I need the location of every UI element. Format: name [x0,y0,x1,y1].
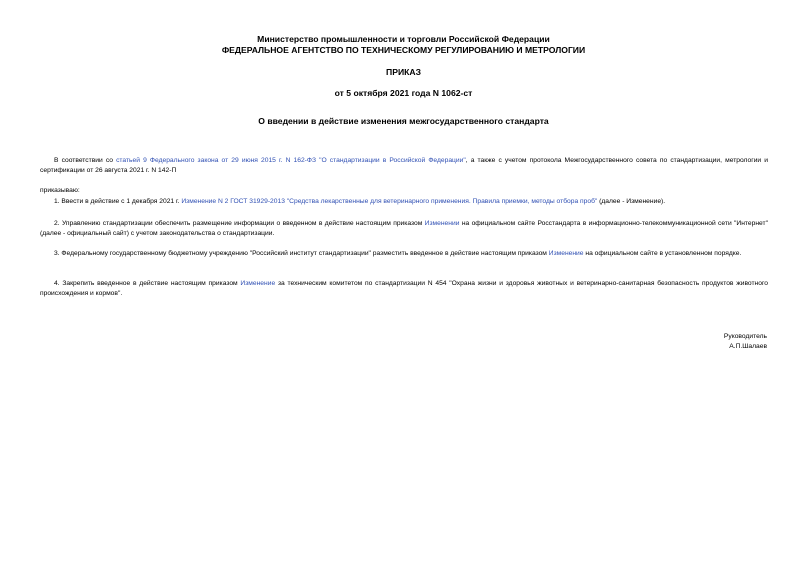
item-3-text: 3. Федеральному государственному бюджетному учреждению "Российский институт стандартизации" разместить введенное в действие настоящим приказом [54,250,549,257]
item-1-text: 1. Ввести в действие с 1 декабря 2021 г. [54,198,182,205]
item-2-text: 2. Управлению стандартизации обеспечить размещение информации о введенном в действие настоящим приказом [54,220,425,227]
standard-change-link[interactable]: Изменение N 2 ГОСТ 31929-2013 "Средства лекарственные для ветеринарного применения. Правила приемки, методы отбора проб" [181,198,598,205]
item-3-text-cont: на официальном сайте в установленном порядке. [583,250,742,257]
item-2-text-cont: на официальном сайте Росстандарта в информационно-телекоммуникационной сети "Интернет" (далее - официальный сайт) с учетом законодательства о стандартизации. [40,220,768,237]
document-date-number: от 5 октября 2021 года N 1062-ст [334,88,473,98]
preamble-paragraph [40,156,768,176]
item-1-text-cont: (далее - Изменение). [597,198,666,205]
signatory-title: Руководитель [723,333,767,340]
item-4-text: 4. Закрепить введенное в действие настоящим приказом [54,280,241,287]
federal-law-link[interactable]: статьей 9 Федерального закона от 29 июня 2015 г. N 162-ФЗ "О стандартизации в Российской Федерации" [116,157,466,164]
document-type: ПРИКАЗ [386,67,421,77]
order-item-4 [40,279,768,299]
preamble-text-cont: , а также с учетом протокола Межгосударственного совета по стандартизации, метрологии и сертификации от 26 августа 2021 г. N 142-П [40,157,768,174]
item-4-text-cont: за техническим комитетом по стандартизации N 454 "Охрана жизни и здоровья животных и ветеринарно-санитарная безопасность продуктов животного происхождения и кормов". [40,280,768,297]
preamble-text: В соответствии со [54,157,117,164]
document-subject: О введении в действие изменения межгосударственного стандарта [258,116,549,126]
order-item-3 [40,249,768,259]
signatory-name: А.П.Шалаев [729,343,767,350]
change-link-3[interactable]: Изменение [548,250,584,257]
order-item-2 [40,219,768,239]
agency-title: ФЕДЕРАЛЬНОЕ АГЕНТСТВО ПО ТЕХНИЧЕСКОМУ РЕГУЛИРОВАНИЮ И МЕТРОЛОГИИ [221,45,586,55]
order-word: приказываю: [40,187,80,194]
order-item-1 [40,197,768,207]
ministry-title: Министерство промышленности и торговли Российской Федерации [257,34,550,44]
change-link-2[interactable]: Изменении [424,220,460,227]
change-link-4[interactable]: Изменение [240,280,276,287]
